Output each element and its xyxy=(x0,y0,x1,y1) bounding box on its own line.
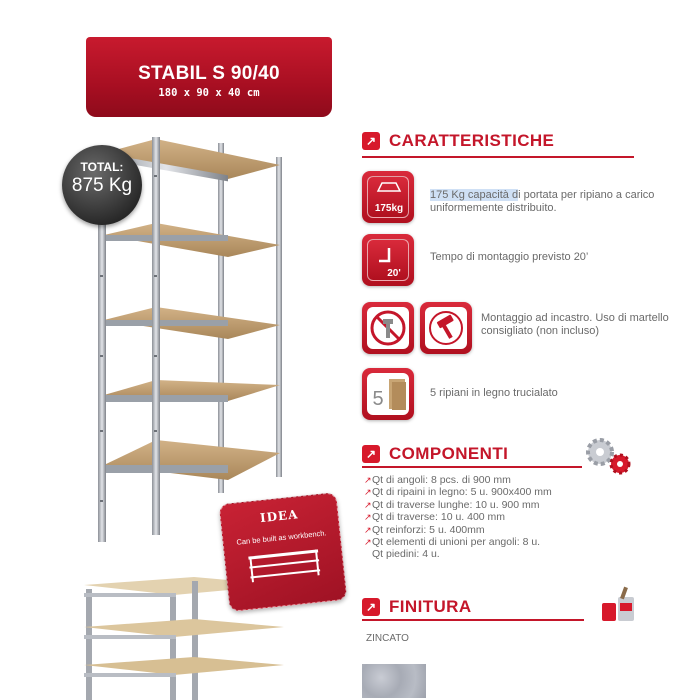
workbench-sketch-icon xyxy=(243,545,326,583)
finitura-header xyxy=(362,597,472,617)
total-weight-badge xyxy=(62,145,142,225)
finish-value: ZINCATO xyxy=(366,633,409,644)
caratteristiche-title: CARATTERISTICHE xyxy=(389,131,555,150)
arrow-icon: ↗ xyxy=(364,512,372,523)
section-divider xyxy=(362,619,584,621)
idea-badge xyxy=(219,492,348,612)
wood-panels-label: 5 xyxy=(372,388,384,410)
arrow-icon: ↗ xyxy=(362,598,380,616)
total-value: 875 Kg xyxy=(71,175,133,196)
product-title: STABIL S 90/40 xyxy=(138,63,280,84)
product-dimensions: 180 x 90 x 40 cm xyxy=(158,87,260,99)
arrow-icon: ↗ xyxy=(362,445,380,463)
capacity-text: i portata per ripiano a carico uniformemente distribuito. xyxy=(430,189,655,214)
hammer-icon xyxy=(420,302,472,354)
gears-icon xyxy=(580,430,636,480)
componenti-header xyxy=(362,444,508,464)
product-banner xyxy=(86,37,332,117)
wood-panels-icon xyxy=(362,368,414,420)
list-item: Qt piedini: 4 u. xyxy=(372,548,440,561)
section-divider xyxy=(362,156,634,158)
list-item: ↗ Qt elementi di unioni per angoli: 8 u. xyxy=(364,536,541,549)
arrow-icon: ↗ xyxy=(362,132,380,150)
caratteristiche-header xyxy=(362,131,554,151)
no-tools-icon xyxy=(362,302,414,354)
idea-text: Can be built as workbench. xyxy=(236,528,327,547)
arrow-icon: ↗ xyxy=(364,475,372,485)
list-item: ↗ Qt reinforzi: 5 u. 400mm xyxy=(364,523,485,536)
componenti-title: COMPONENTI xyxy=(389,444,509,463)
finitura-title: FINITURA xyxy=(389,597,472,616)
arrow-icon: ↗ xyxy=(364,537,372,548)
weight-icon xyxy=(362,171,414,223)
arrow-icon: ↗ xyxy=(364,524,372,535)
clock-icon xyxy=(362,234,414,286)
feature-capacity-text xyxy=(430,189,670,215)
feature-shelves-text: 5 ripiani in legno trucialato xyxy=(430,387,558,399)
galvanized-swatch xyxy=(362,664,426,698)
list-item: ↗ Qt di angoli: 8 pcs. di 900 mm xyxy=(364,474,511,486)
clock-icon-label: 20' xyxy=(387,268,401,279)
paint-cans-icon xyxy=(598,585,644,625)
list-item: ↗ Qt di traverse lunghe: 10 u. 900 mm xyxy=(364,498,540,511)
section-divider xyxy=(362,466,582,468)
feature-time-text: Tempo di montaggio previsto 20’ xyxy=(430,251,589,263)
list-item: ↗ Qt di traverse: 10 u. 400 mm xyxy=(364,511,506,524)
components-list xyxy=(364,474,552,561)
arrow-icon: ↗ xyxy=(364,487,372,498)
weight-icon-label: 175kg xyxy=(374,203,404,214)
idea-title: IDEA xyxy=(259,507,300,526)
total-label: TOTAL: xyxy=(80,160,124,174)
list-item: ↗ Qt di ripaini in legno: 5 u. 900x400 mm xyxy=(364,486,552,499)
arrow-icon: ↗ xyxy=(364,499,372,510)
highlighted-text: 175 Kg capacità d xyxy=(430,189,519,201)
feature-assembly-text: Montaggio ad incastro. Uso di martello consigliato (non incluso) xyxy=(481,312,669,337)
